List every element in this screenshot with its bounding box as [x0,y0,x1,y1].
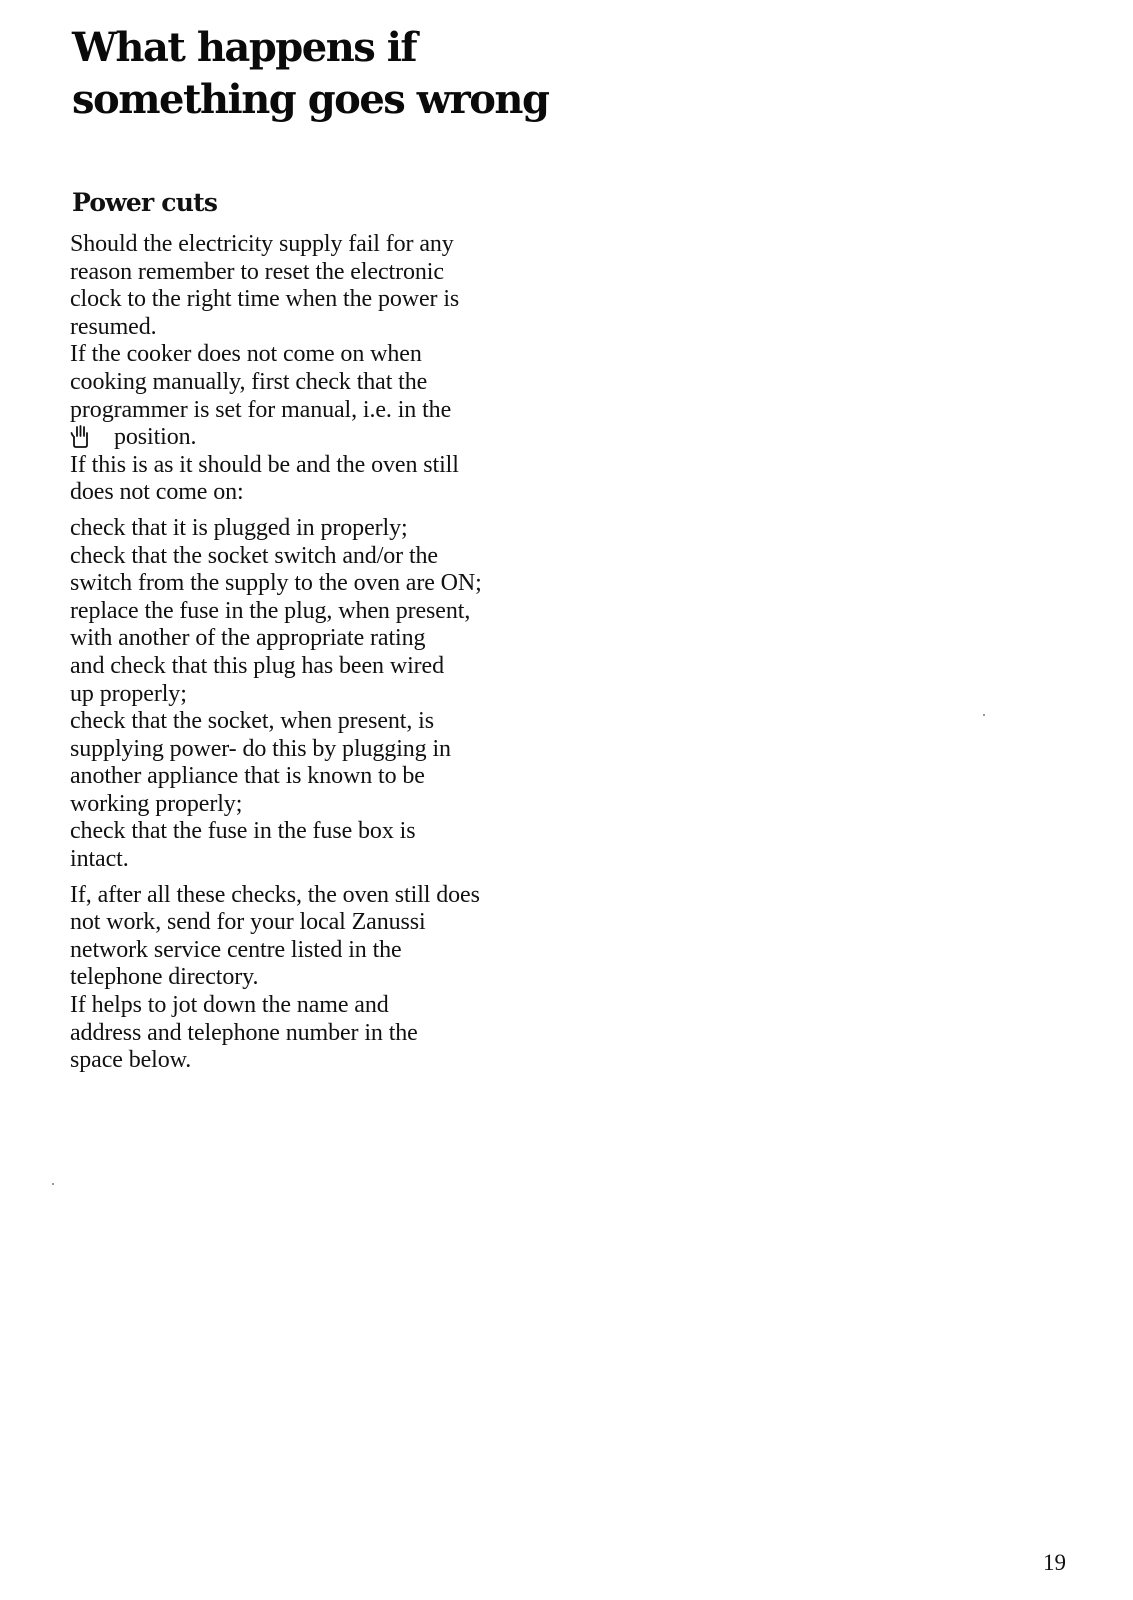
text-line: replace the fuse in the plug, when present, [70,597,471,624]
text-line: another appliance that is known to be [70,763,425,790]
text-line: intact. [70,846,129,873]
text-line: working properly; [70,790,243,817]
text-line: If helps to jot down the name and [70,992,389,1019]
text-line: check that the socket, when present, is [70,708,434,735]
text-line: switch from the supply to the oven are ON; [70,570,482,597]
text-line: check that it is plugged in properly; [70,514,408,541]
text-line: cooking manually, first check that the [70,368,428,395]
text-line: If, after all these checks, the oven still does [70,881,480,908]
text-line: with another of the appropriate rating [70,625,426,652]
paragraph-checks [70,515,630,874]
text-line: reason remember to reset the electronic [70,258,444,285]
text-line: not work, send for your local Zanussi [70,909,426,936]
page-title-line-1: What happens if [72,24,417,71]
text-line: If this is as it should be and the oven still [70,451,459,478]
text-line: check that the fuse in the fuse box is [70,818,416,845]
paragraph-power-failure [70,231,630,507]
hand-icon [70,424,92,448]
text-line-position: position. [114,424,197,451]
text-line-with-icon [70,424,630,452]
text-line: telephone directory. [70,964,259,991]
section-heading-power-cuts: Power cuts [72,188,218,217]
text-line: clock to the right time when the power is [70,286,460,313]
text-line: and check that this plug has been wired [70,652,444,679]
scan-speck [52,1183,54,1185]
text-line: space below. [70,1047,192,1074]
page-number: 19 [1043,1550,1066,1575]
body-text [70,231,630,1075]
text-line: resumed. [70,313,157,340]
text-line: programmer is set for manual, i.e. in the [70,396,452,423]
page-title-line-2: something goes wrong [72,76,549,123]
text-line: does not come on: [70,479,244,506]
scan-speck [983,714,985,716]
text-line: network service centre listed in the [70,936,402,963]
paragraph-service [70,882,630,1075]
text-line: up properly; [70,680,187,707]
page-title [72,22,548,126]
text-line: Should the electricity supply fail for any [70,231,454,257]
text-line: address and telephone number in the [70,1019,418,1046]
text-line: supplying power- do this by plugging in [70,735,451,762]
text-line: If the cooker does not come on when [70,341,422,368]
text-line: check that the socket switch and/or the [70,542,438,569]
